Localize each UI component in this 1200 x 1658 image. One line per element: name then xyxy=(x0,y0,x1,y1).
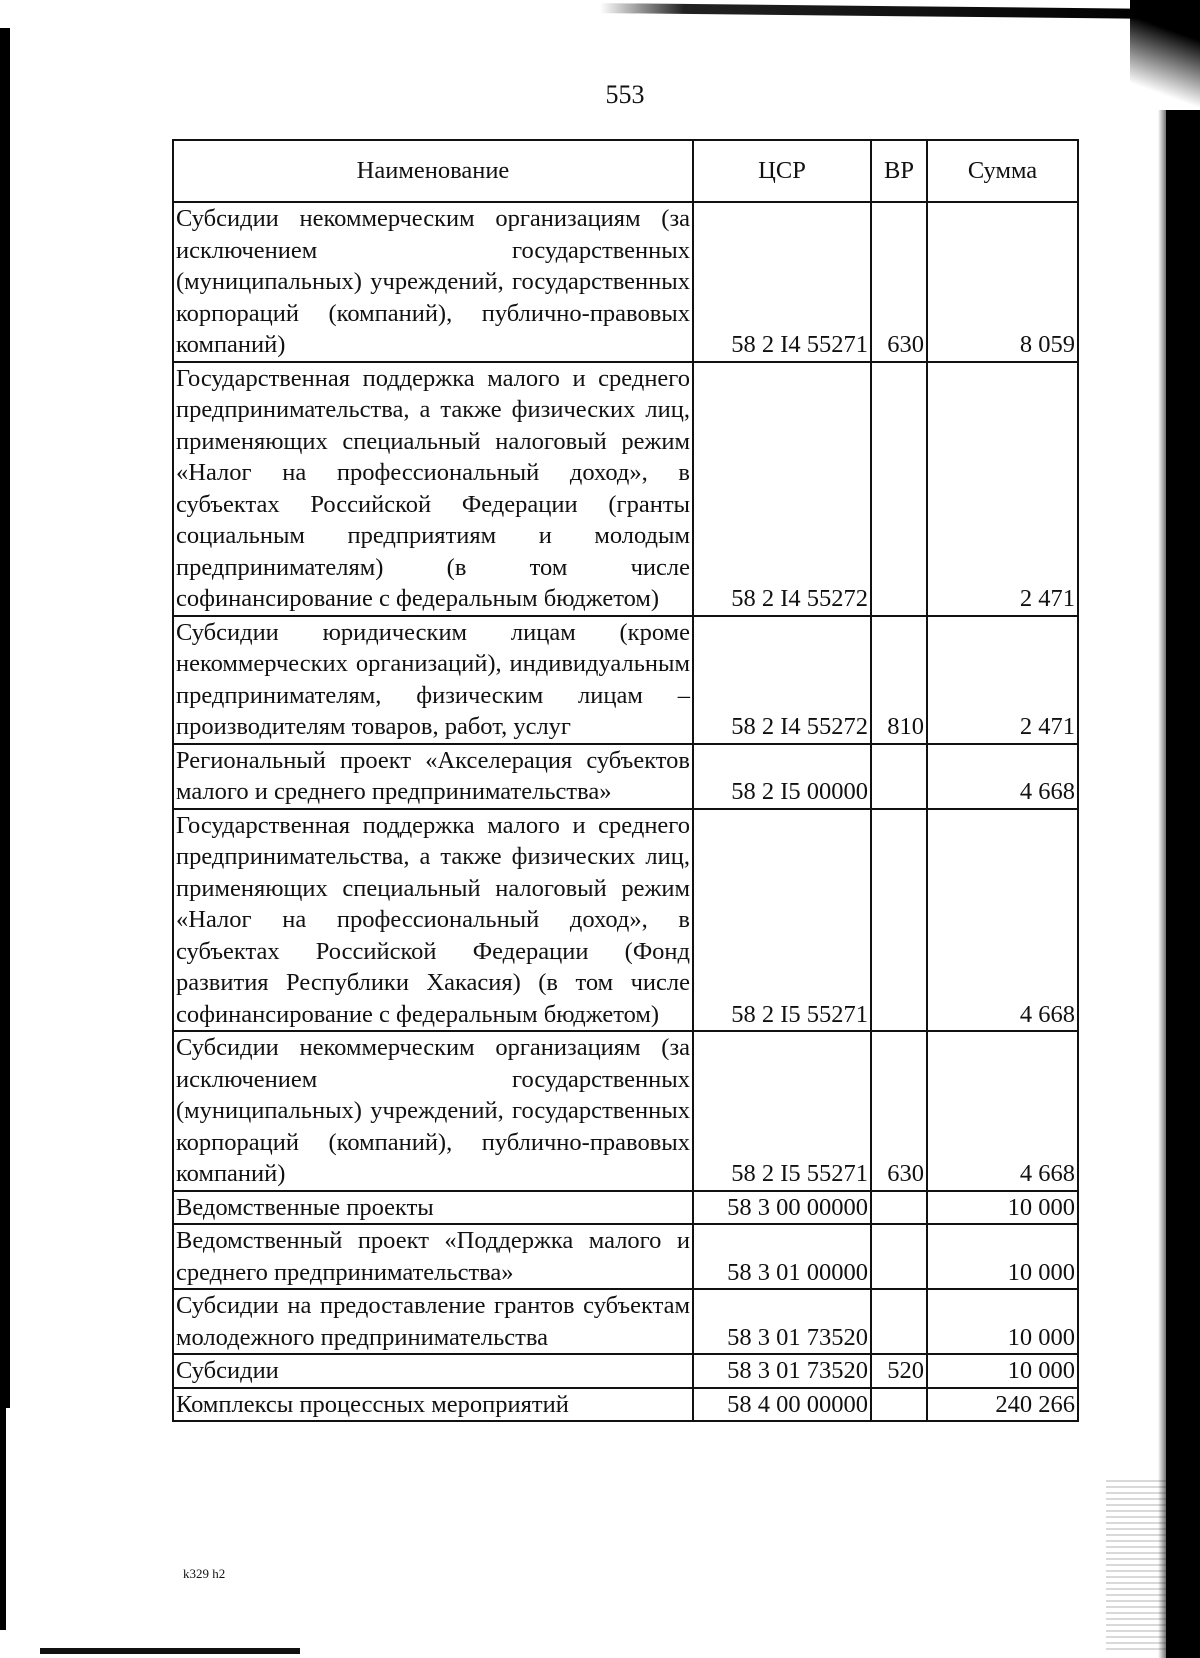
row-name: Субсидии юридическим лицам (кроме некоммерческих организаций), индивидуальным предпринимателям, физическим лицам – производителям товаров, работ, услуг xyxy=(173,616,693,744)
scan-right-edge xyxy=(1166,110,1200,1658)
scan-bottom-streak xyxy=(40,1648,300,1654)
row-name: Субсидии на предоставление грантов субъектам молодежного предпринимательства xyxy=(173,1289,693,1354)
header-vr: ВР xyxy=(871,140,927,202)
table-header-row xyxy=(173,140,1078,202)
table-row xyxy=(173,202,1078,362)
table-row xyxy=(173,809,1078,1032)
row-vr: 630 xyxy=(871,202,927,362)
row-csr: 58 3 01 00000 xyxy=(693,1224,871,1289)
row-name: Ведомственный проект «Поддержка малого и среднего предпринимательства» xyxy=(173,1224,693,1289)
row-csr: 58 2 I5 55271 xyxy=(693,809,871,1032)
row-csr: 58 2 I4 55272 xyxy=(693,616,871,744)
row-name: Комплексы процессных мероприятий xyxy=(173,1388,693,1422)
row-vr xyxy=(871,1224,927,1289)
page-number: 553 xyxy=(605,80,645,109)
row-vr xyxy=(871,1191,927,1225)
scan-right-noise xyxy=(1106,1480,1166,1650)
footer-code: k329 h2 xyxy=(183,1566,226,1581)
row-sum: 10 000 xyxy=(927,1224,1078,1289)
row-sum: 2 471 xyxy=(927,616,1078,744)
table-row xyxy=(173,744,1078,809)
row-name: Ведомственные проекты xyxy=(173,1191,693,1225)
row-sum: 2 471 xyxy=(927,362,1078,616)
table-body xyxy=(173,202,1078,1421)
row-vr: 630 xyxy=(871,1031,927,1191)
row-sum: 10 000 xyxy=(927,1354,1078,1388)
row-sum: 8 059 xyxy=(927,202,1078,362)
table-row xyxy=(173,362,1078,616)
row-csr: 58 2 I4 55272 xyxy=(693,362,871,616)
scan-left-edge xyxy=(0,28,10,1408)
row-csr: 58 2 I5 00000 xyxy=(693,744,871,809)
table-row xyxy=(173,1224,1078,1289)
table-row xyxy=(173,1031,1078,1191)
row-vr xyxy=(871,809,927,1032)
table-row xyxy=(173,1354,1078,1388)
row-name: Государственная поддержка малого и среднего предпринимательства, а также физических лиц, применяющих специальный налоговый режим «Налог на профессиональный доход», в субъектах Российской Федерации (Фонд развития Республики Хакасия) (в том числе софинансирование с федеральным бюджетом) xyxy=(173,809,693,1032)
header-name: Наименование xyxy=(173,140,693,202)
row-vr: 810 xyxy=(871,616,927,744)
row-csr: 58 2 I5 55271 xyxy=(693,1031,871,1191)
row-vr: 520 xyxy=(871,1354,927,1388)
row-name: Региональный проект «Акселерация субъектов малого и среднего предпринимательства» xyxy=(173,744,693,809)
header-sum: Сумма xyxy=(927,140,1078,202)
scan-top-streak xyxy=(600,3,1160,19)
row-name: Субсидии некоммерческим организациям (за исключением государственных (муниципальных) учреждений, государственных корпораций (компаний), публично-правовых компаний) xyxy=(173,1031,693,1191)
row-vr xyxy=(871,1289,927,1354)
row-csr: 58 3 00 00000 xyxy=(693,1191,871,1225)
table-row xyxy=(173,1289,1078,1354)
scan-right-gradient xyxy=(1158,110,1166,1658)
row-csr: 58 4 00 00000 xyxy=(693,1388,871,1422)
header-csr: ЦСР xyxy=(693,140,871,202)
budget-table xyxy=(172,139,1079,1422)
row-sum: 240 266 xyxy=(927,1388,1078,1422)
table-row xyxy=(173,1191,1078,1225)
row-vr xyxy=(871,1388,927,1422)
scan-left-edge-lower xyxy=(0,1400,6,1630)
row-csr: 58 2 I4 55271 xyxy=(693,202,871,362)
row-sum: 4 668 xyxy=(927,1031,1078,1191)
row-csr: 58 3 01 73520 xyxy=(693,1289,871,1354)
row-sum: 4 668 xyxy=(927,809,1078,1032)
table-row xyxy=(173,616,1078,744)
row-name: Субсидии xyxy=(173,1354,693,1388)
row-sum: 10 000 xyxy=(927,1289,1078,1354)
row-sum: 4 668 xyxy=(927,744,1078,809)
row-name: Субсидии некоммерческим организациям (за исключением государственных (муниципальных) учреждений, государственных корпораций (компаний), публично-правовых компаний) xyxy=(173,202,693,362)
row-vr xyxy=(871,744,927,809)
table-row xyxy=(173,1388,1078,1422)
row-vr xyxy=(871,362,927,616)
row-sum: 10 000 xyxy=(927,1191,1078,1225)
row-csr: 58 3 01 73520 xyxy=(693,1354,871,1388)
row-name: Государственная поддержка малого и среднего предпринимательства, а также физических лиц, применяющих специальный налоговый режим «Налог на профессиональный доход», в субъектах Российской Федерации (гранты социальным предприятиям и молодым предпринимателям) (в том числе софинансирование с федеральным бюджетом) xyxy=(173,362,693,616)
